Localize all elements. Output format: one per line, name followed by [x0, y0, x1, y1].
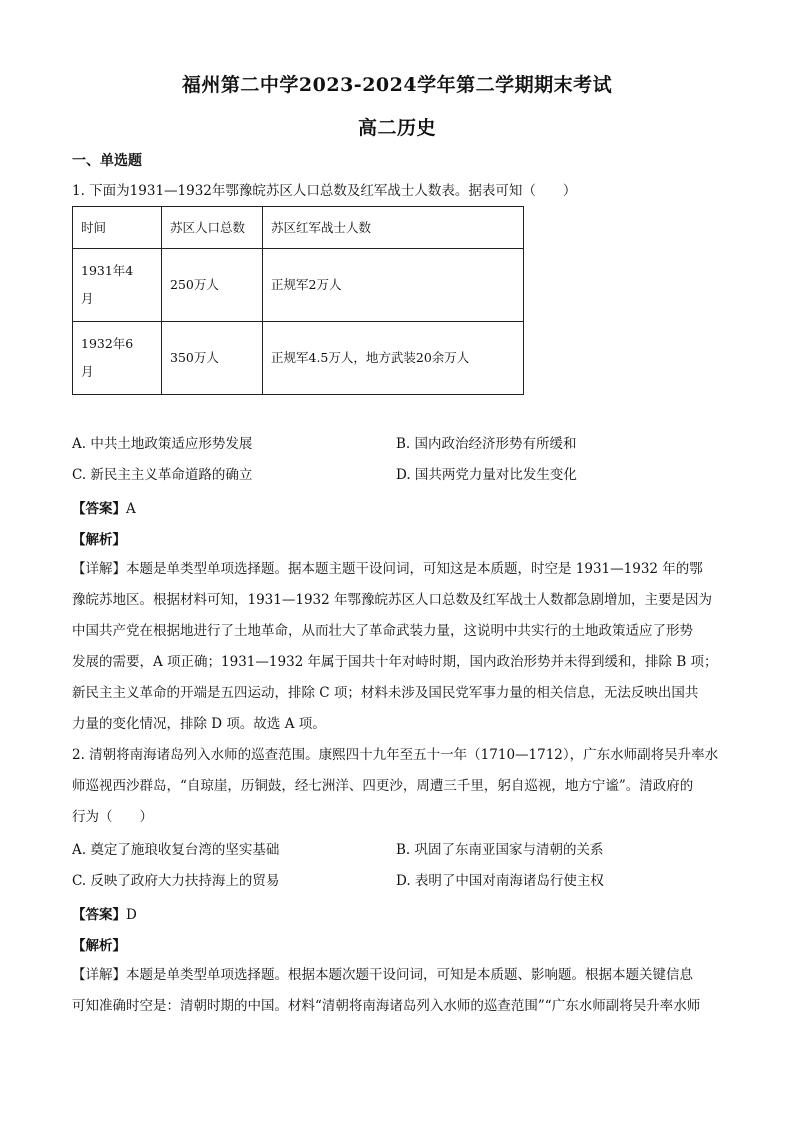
q1-detail-line: 新民主主义革命的开端是五四运动，排除 C 项；材料未涉及国民党军事力量的相关信息，无法反映出国共 [72, 685, 699, 701]
q1-detail-line: 中国共产党在根据地进行了土地革命，从而壮大了革命武装力量，这说明中共实行的土地政策适应了形势 [72, 623, 693, 639]
answer-label: 【答案】 [72, 501, 126, 517]
q2-option-a[interactable]: A. 奠定了施琅收复台湾的坚实基础 [72, 842, 280, 858]
exam-title: 福州第二中学2023-2024学年第二学期期末考试 [181, 74, 613, 96]
q1-option-c[interactable]: C. 新民主主义革命道路的确立 [72, 467, 253, 483]
table-row [73, 249, 524, 322]
table-cell-soldiers: 正规军2万人 [263, 249, 524, 322]
table-cell-population: 250万人 [162, 249, 263, 322]
q1-table [72, 206, 524, 395]
table-cell-time: 1931年4 月 [73, 249, 162, 322]
q2-detail-line: 可知准确时空是：清朝时期的中国。材料“清朝将南海诸岛列入水师的巡查范围”“广东水师副将吴升率水师 [72, 998, 701, 1014]
q1-option-d[interactable]: D. 国共两党力量对比发生变化 [396, 467, 577, 483]
q1-detail-line: 豫皖苏地区。根据材料可知，1931—1932 年鄂豫皖苏区人口总数及红军战士人数都急剧增加，主要是因为 [72, 592, 713, 608]
q1-option-a[interactable]: A. 中共土地政策适应形势发展 [72, 436, 253, 452]
q1-option-b[interactable]: B. 国内政治经济形势有所缓和 [396, 436, 577, 452]
q2-stem-line: 2. 清朝将南海诸岛列入水师的巡查范围。康熙四十九年至五十一年（1710—1712），广东水师副将吴升率水 [72, 747, 719, 763]
q2-stem-line: 师巡视西沙群岛，“自琼崖，历铜鼓，经七洲洋、四更沙，周遭三千里，躬自巡视，地方宁谧”。清政府的 [72, 778, 694, 794]
table-header-cell: 时间 [73, 207, 162, 249]
q1-analysis-label: 【解析】 [72, 532, 126, 548]
q1-detail-line: 【详解】本题是单类型单项选择题。据本题主题干设问词，可知这是本质题，时空是 1931—1932 年的鄂 [72, 561, 703, 577]
answer-label: 【答案】 [72, 907, 126, 923]
table-row [73, 322, 524, 395]
q1-detail-line: 力量的变化情况，排除 D 项。故选 A 项。 [72, 716, 326, 732]
q2-stem-line: 行为（ ） [72, 809, 153, 825]
table-cell-time: 1932年6 月 [73, 322, 162, 395]
table-header-row [73, 207, 524, 249]
answer-value: A [126, 501, 136, 517]
q2-option-c[interactable]: C. 反映了政府大力扶持海上的贸易 [72, 873, 280, 889]
q1-stem: 1. 下面为1931—1932年鄂豫皖苏区人口总数及红军战士人数表。据表可知（ ） [72, 183, 577, 199]
table-header-cell: 苏区人口总数 [162, 207, 263, 249]
q1-detail-line: 发展的需要，A 项正确；1931—1932 年属于国共十年对峙时期，国内政治形势并未得到缓和，排除 B 项； [72, 654, 718, 670]
q2-option-b[interactable]: B. 巩固了东南亚国家与清朝的关系 [396, 842, 604, 858]
q2-analysis-label: 【解析】 [72, 938, 126, 954]
q2-answer [72, 903, 137, 923]
table-cell-population: 350万人 [162, 322, 263, 395]
answer-value: D [126, 907, 137, 923]
q1-answer [72, 497, 136, 517]
exam-subtitle: 高二历史 [357, 117, 436, 139]
table-header-cell: 苏区红军战士人数 [263, 207, 524, 249]
q2-option-d[interactable]: D. 表明了中国对南海诸岛行使主权 [396, 873, 604, 889]
table-cell-soldiers: 正规军4.5万人，地方武装20余万人 [263, 322, 524, 395]
section-heading: 一、单选题 [72, 153, 142, 169]
q2-detail-line: 【详解】本题是单类型单项选择题。根据本题次题干设问词，可知是本质题、影响题。根据本题关键信息 [72, 967, 693, 983]
